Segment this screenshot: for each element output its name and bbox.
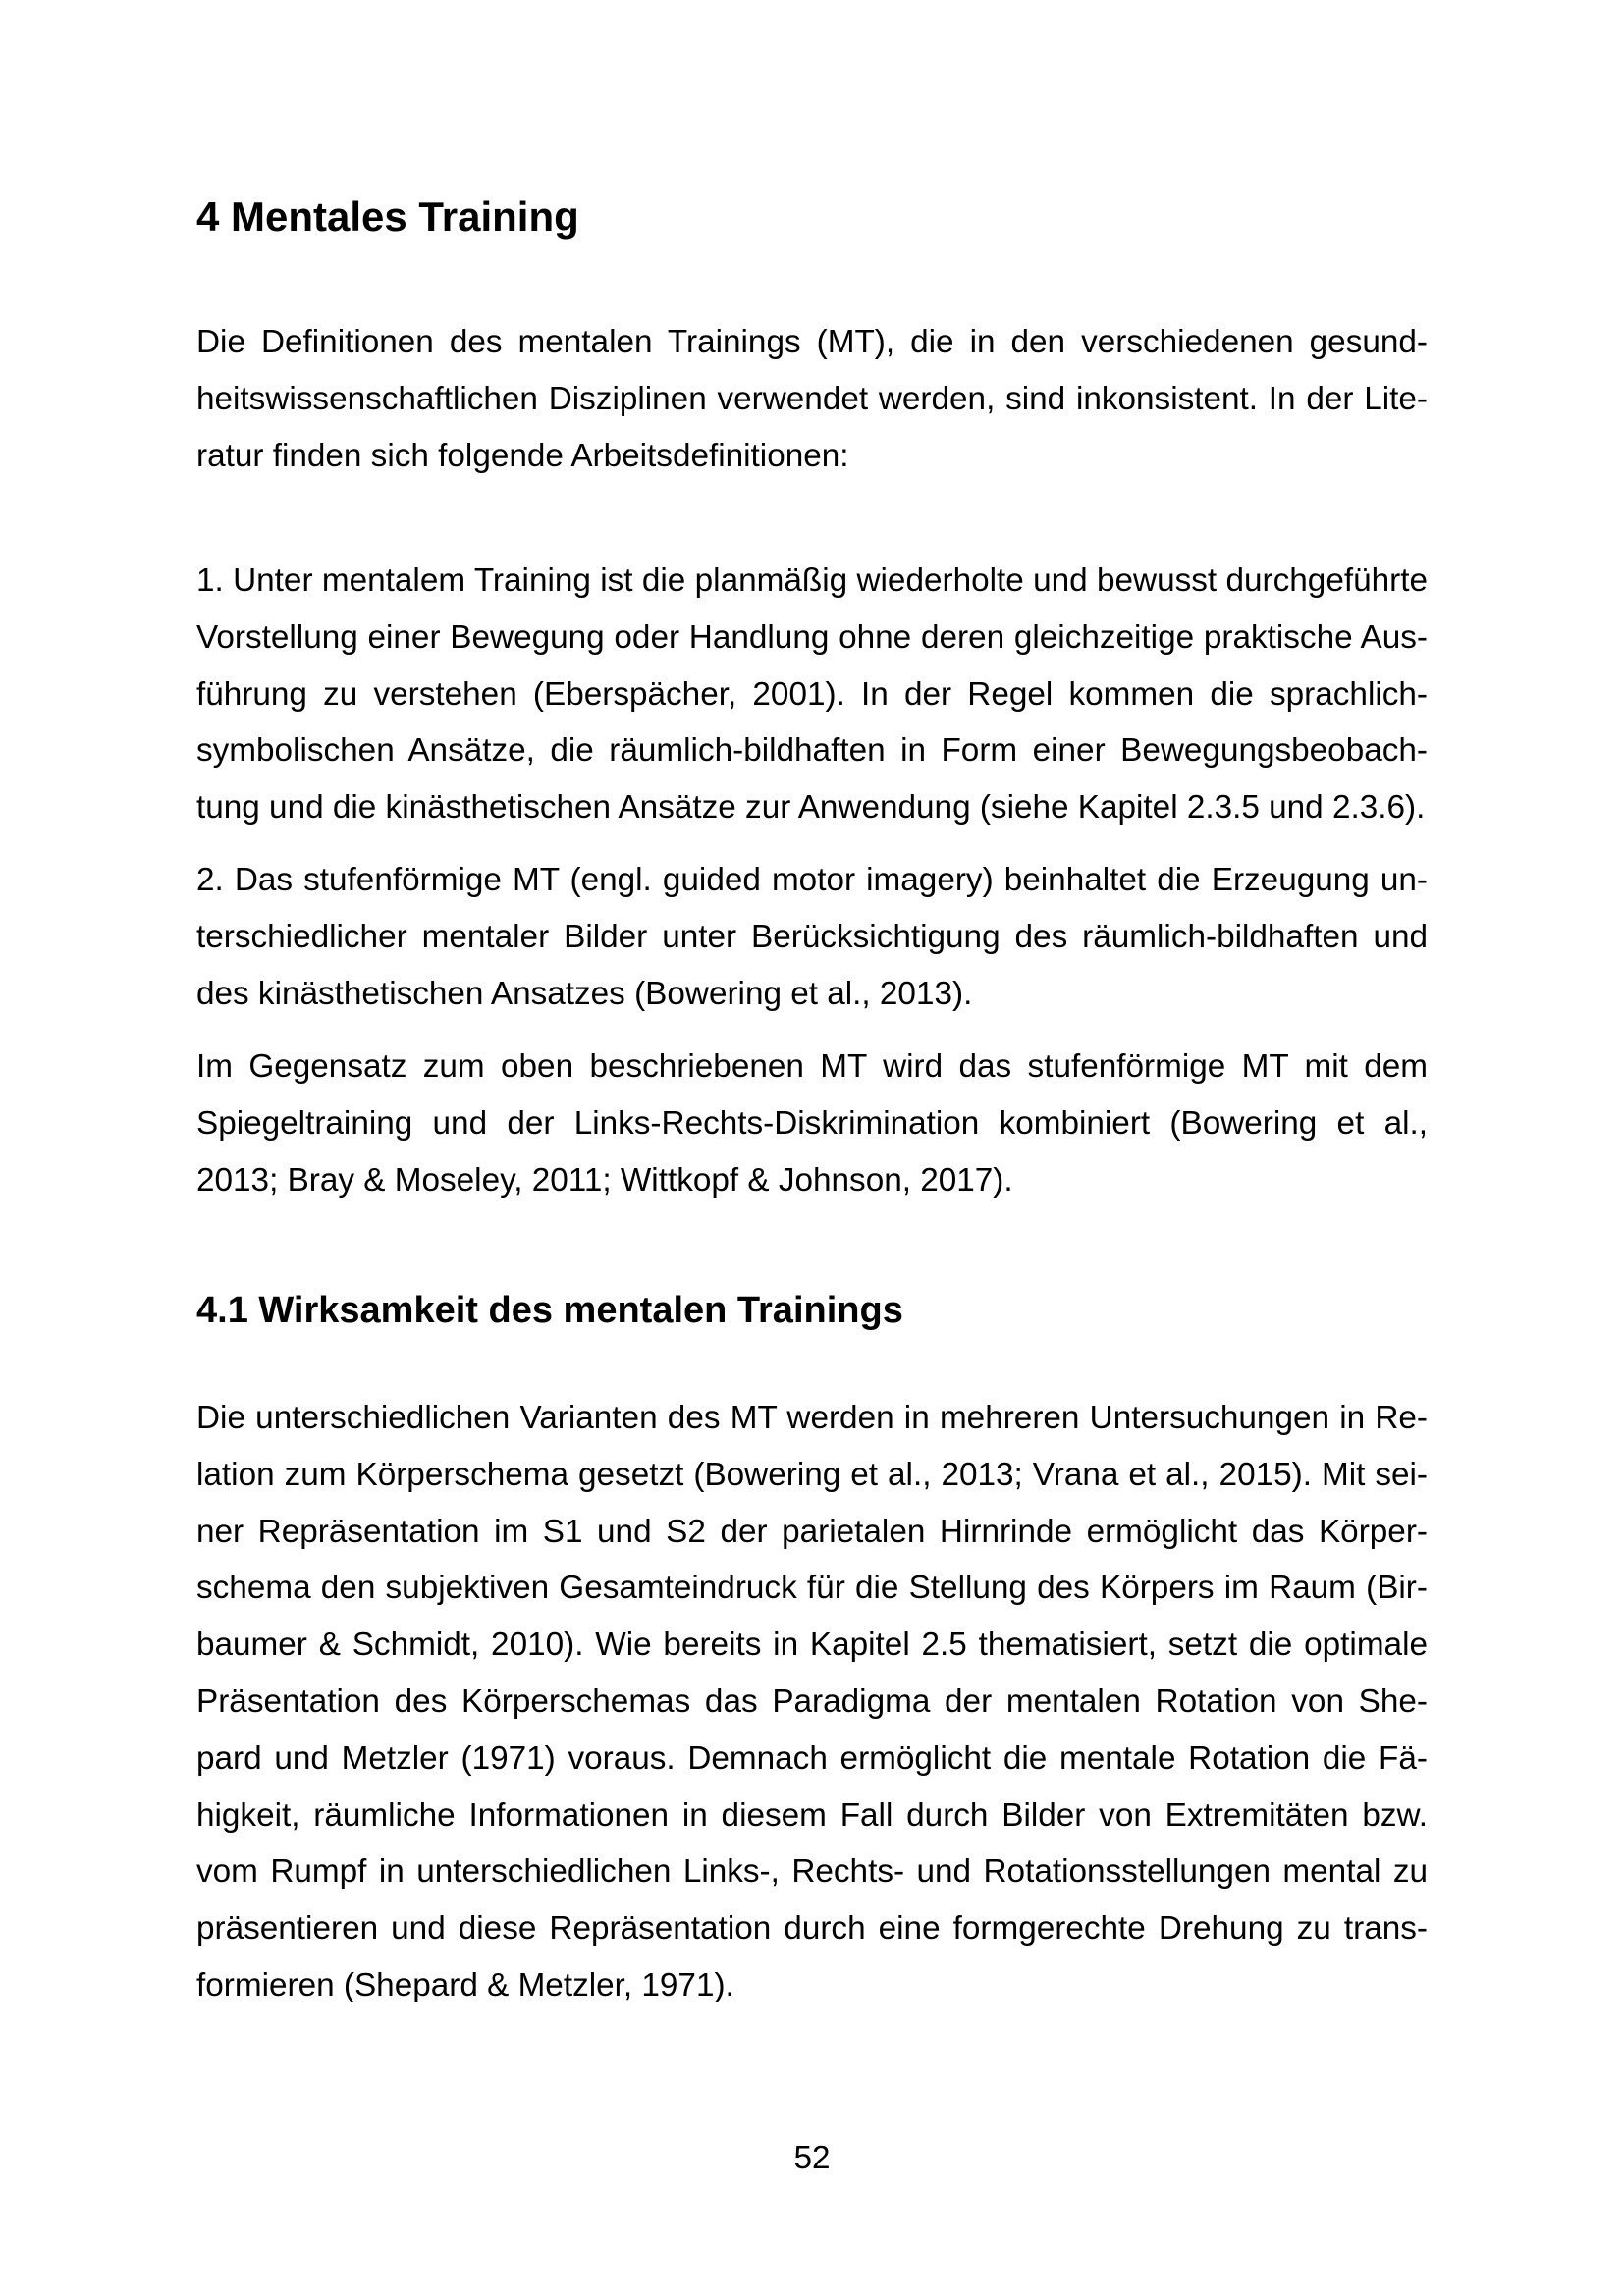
text-line: 2. Das stufenförmige MT (engl. guided motor imagery) beinhaltet die Erzeugung un-	[196, 862, 1428, 898]
text-line: baumer & Schmidt, 2010). Wie bereits in Kapitel 2.5 thematisiert, setzt die optimale	[196, 1627, 1428, 1664]
text-line: Spiegeltraining und der Links-Rechts-Diskrimination kombiniert (Bowering et al.,	[196, 1104, 1428, 1142]
text-line: Im Gegensatz zum oben beschriebenen MT wird das stufenförmige MT mit dem	[196, 1048, 1428, 1085]
text-line: terschiedlicher mentaler Bilder unter Berücksichtigung des räumlich-bildhaften und	[196, 918, 1428, 955]
text-line: pard und Metzler (1971) voraus. Demnach ermöglicht die mentale Rotation die Fä-	[196, 1739, 1428, 1777]
text-line: higkeit, räumliche Informationen in diesem Fall durch Bilder von Extremitäten bzw.	[196, 1796, 1428, 1834]
page-number: 52	[793, 2140, 831, 2176]
text-line: vom Rumpf in unterschiedlichen Links-, Rechts- und Rotationsstellungen mental zu	[196, 1853, 1428, 1891]
paragraph-wirksamkeit	[196, 1390, 1428, 2014]
text-line: 1. Unter mentalem Training ist die planmäßig wiederholte und bewusst durchgeführte	[196, 562, 1428, 599]
text-line: formieren (Shepard & Metzler, 1971).	[196, 1966, 734, 2003]
text-line: 2013; Bray & Moseley, 2011; Wittkopf & Johnson, 2017).	[196, 1161, 1013, 1199]
text-line: Die Definitionen des mentalen Trainings (MT), die in den verschiedenen gesund-	[196, 324, 1428, 360]
paragraph-intro	[196, 314, 1428, 484]
text-line: des kinästhetischen Ansatzes (Bowering et al., 2013).	[196, 975, 973, 1012]
text-line: Präsentation des Körperschemas das Paradigma der mentalen Rotation von She-	[196, 1682, 1428, 1720]
paragraph-contrast	[196, 1039, 1428, 1208]
chapter-heading: 4 Mentales Training	[196, 193, 579, 240]
text-line: Die unterschiedlichen Varianten des MT werden in mehreren Untersuchungen in Re-	[196, 1400, 1428, 1436]
paragraph-definition-1	[196, 553, 1428, 836]
paragraph-definition-2	[196, 852, 1428, 1022]
text-line: Vorstellung einer Bewegung oder Handlung ohne deren gleichzeitige praktische Aus-	[196, 618, 1428, 656]
text-line: präsentieren und diese Repräsentation durch eine formgerechte Drehung zu trans-	[196, 1910, 1428, 1948]
text-line: ratur finden sich folgende Arbeitsdefinitionen:	[196, 437, 849, 474]
text-line: schema den subjektiven Gesamteindruck für die Stellung des Körpers im Raum (Bir-	[196, 1570, 1428, 1607]
text-line: ner Repräsentation im S1 und S2 der parietalen Hirnrinde ermöglicht das Körper-	[196, 1513, 1428, 1550]
text-line: tung und die kinästhetischen Ansätze zur Anwendung (siehe Kapitel 2.3.5 und 2.3.6).	[196, 789, 1426, 827]
section-heading: 4.1 Wirksamkeit des mentalen Trainings	[196, 1290, 903, 1331]
text-line: lation zum Körperschema gesetzt (Bowering et al., 2013; Vrana et al., 2015). Mit sei-	[196, 1456, 1428, 1493]
text-line: führung zu verstehen (Eberspächer, 2001). In der Regel kommen die sprachlich-	[196, 675, 1428, 713]
text-line: heitswissenschaftlichen Disziplinen verwendet werden, sind inkonsistent. In der Lite-	[196, 380, 1428, 417]
text-line: symbolischen Ansätze, die räumlich-bildhaften in Form einer Bewegungsbeobach-	[196, 732, 1428, 770]
